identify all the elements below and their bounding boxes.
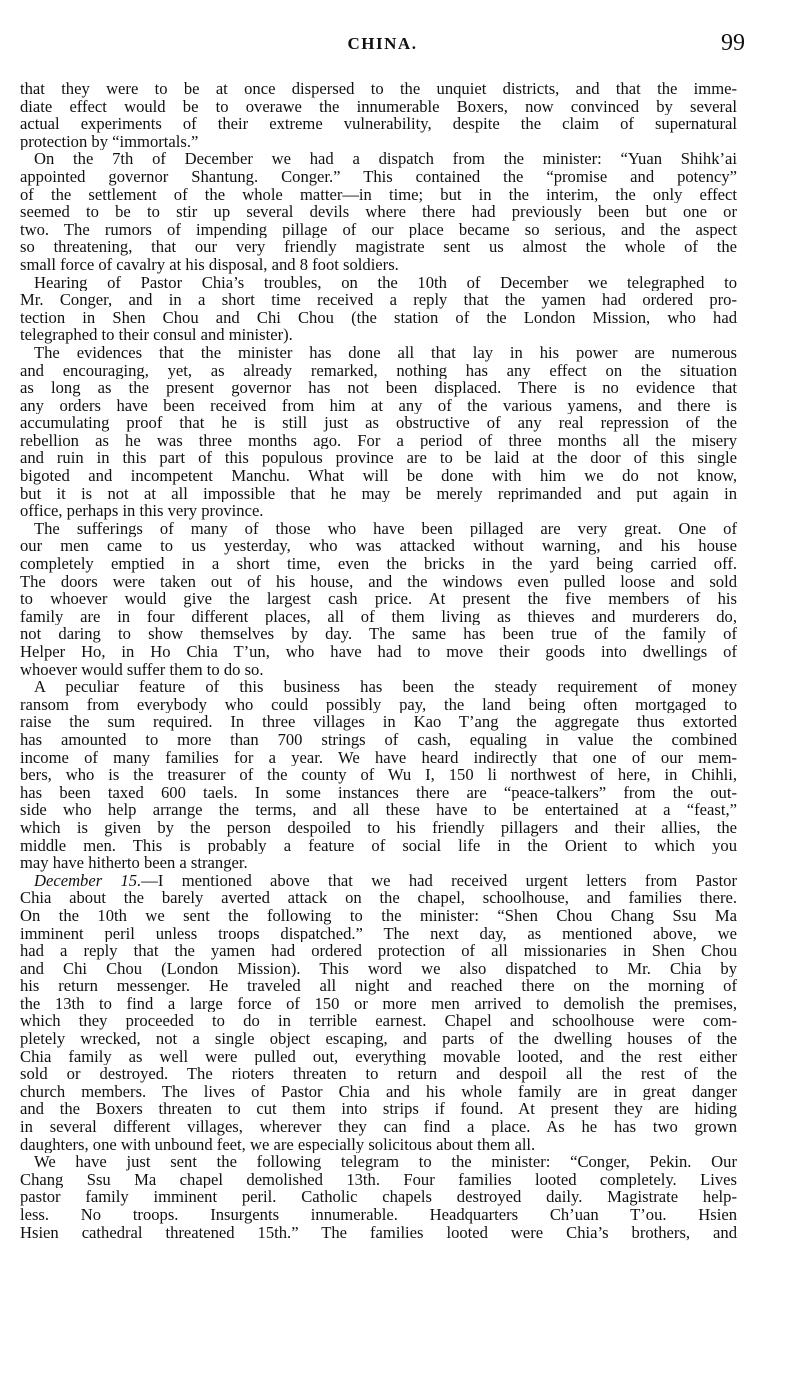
text-line <box>20 485 737 503</box>
line-text: actual experiments of their extreme vulnerability, despite the claim of supernatural <box>20 115 737 133</box>
text-line <box>20 1100 737 1118</box>
text-line <box>20 608 737 626</box>
text-line <box>20 661 737 679</box>
line-text: office, perhaps in this very province. <box>20 502 264 520</box>
text-line <box>20 696 737 714</box>
line-text: has been taxed 600 taels. In some instances there are “peace-talkers” from the out- <box>20 783 737 802</box>
line-text: tection in Shen Chou and Chi Chou (the station of the London Mission, who had <box>20 308 737 327</box>
text-line <box>20 168 737 186</box>
line-text: accumulating proof that he is still just as obstructive of any real repression of the <box>20 414 737 432</box>
line-text: his return messenger. He traveled all night and reached there on the morning of <box>20 977 737 995</box>
line-text: imminent peril unless troops dispatched.” The next day, as mentioned above, we <box>20 924 737 943</box>
line-text: in several different villages, wherever they can find a place. As he has two grown <box>20 1118 737 1136</box>
text-line <box>20 203 737 221</box>
text-line <box>20 256 737 274</box>
text-line <box>20 1048 737 1066</box>
text-line <box>20 150 737 168</box>
text-line <box>20 573 737 591</box>
line-text: A peculiar feature of this business has been the steady requirement of money <box>34 678 737 696</box>
text-line <box>20 907 737 925</box>
text-line <box>20 590 737 608</box>
line-text: two. The rumors of impending pillage of our place became so serious, and the aspect <box>20 220 737 239</box>
text-line <box>20 467 737 485</box>
line-text: whoever would suffer them to do so. <box>20 660 264 679</box>
text-line <box>20 274 737 292</box>
line-text: bers, who is the treasurer of the county of Wu I, 150 li northwest of here, in Chihli, <box>20 766 737 784</box>
text-line <box>20 98 737 116</box>
page-number: 99 <box>721 30 745 56</box>
line-text: Helper Ho, in Ho Chia T’un, who have had to move their goods into dwellings of <box>20 643 737 661</box>
line-text: daughters, one with unbound feet, we are especially solicitous about them all. <box>20 1135 536 1154</box>
line-text: pletely wrecked, not a single object escaping, and parts of the dwelling houses of the <box>20 1030 737 1048</box>
line-text: which is given by the person despoiled to his friendly pillagers and their allies, the <box>20 818 737 837</box>
text-line <box>20 520 737 538</box>
line-text: and Chi Chou (London Mission). This word we also dispatched to Mr. Chia by <box>20 959 737 978</box>
line-text: sold or destroyed. The rioters threaten to return and despoil all the rest of the <box>20 1065 737 1083</box>
text-line <box>20 326 737 344</box>
body-text <box>20 80 737 1241</box>
text-line <box>20 1118 737 1136</box>
line-text: small force of cavalry at his disposal, and 8 foot soldiers. <box>20 255 399 274</box>
line-text: our men came to us yesterday, who was attacked without warning, and his house <box>20 537 737 556</box>
line-text: income of many families for a year. We have heard indirectly that one of our mem- <box>20 748 737 767</box>
text-line <box>20 1012 737 1030</box>
text-line <box>20 713 737 731</box>
text-line <box>20 977 737 995</box>
line-text: telegraphed to their consul and minister). <box>20 326 293 344</box>
text-line <box>20 414 737 432</box>
line-text: church members. The lives of Pastor Chia and his whole family are in great danger <box>20 1082 737 1101</box>
text-line <box>20 960 737 978</box>
line-text: raise the sum required. In three villages in Kao T’ang the aggregate thus extorted <box>20 713 737 731</box>
text-line <box>20 1206 737 1224</box>
line-text: may have hitherto been a stranger. <box>20 854 248 872</box>
line-text: Hsien cathedral threatened 15th.” The families looted were Chia’s brothers, and <box>20 1223 737 1242</box>
text-line <box>20 925 737 943</box>
line-text: had a reply that the yamen had ordered protection of all missionaries in Shen Chou <box>20 942 737 960</box>
text-line <box>20 801 737 819</box>
text-line <box>20 291 737 309</box>
line-text: less. No troops. Insurgents innumerable. Headquarters Ch’uan T’ou. Hsien <box>20 1206 737 1224</box>
line-text: On the 7th of December we had a dispatch from the minister: “Yuan Shihk’ai <box>34 150 737 168</box>
line-text: and the Boxers threaten to cut them into strips if found. At present they are hiding <box>20 1100 737 1119</box>
line-text: ransom from everybody who could possibly pay, the land being often mortgaged to <box>20 695 737 714</box>
text-line <box>20 819 737 837</box>
text-line <box>20 749 737 767</box>
line-text: completely emptied in a short time, even the bricks in the yard being carried off. <box>20 555 737 573</box>
text-line <box>20 379 737 397</box>
text-line <box>20 555 737 573</box>
text-line <box>20 784 737 802</box>
line-text: —I mentioned above that we had received urgent letters from Pastor <box>141 871 737 890</box>
text-line <box>20 643 737 661</box>
line-text: On the 10th we sent the following to the minister: “Shen Chou Chang Ssu Ma <box>20 906 737 925</box>
line-text: pastor family imminent peril. Catholic chapels destroyed daily. Magistrate help- <box>20 1188 737 1206</box>
line-text: not daring to show themselves by day. The same has been true of the family of <box>20 625 737 643</box>
line-text: bigoted and incompetent Manchu. What will be done with him we do not know, <box>20 467 737 485</box>
line-text: The sufferings of many of those who have been pillaged are very great. One of <box>34 519 737 538</box>
page-header <box>20 30 745 60</box>
text-line <box>20 432 737 450</box>
line-text: the 13th to find a large force of 150 or more men arrived to demolish the premises, <box>20 994 737 1013</box>
line-text: that they were to be at once dispersed to the unquiet districts, and that the imme- <box>20 80 737 98</box>
line-text: to whoever would give the largest cash price. At present the five members of his <box>20 590 737 608</box>
text-line <box>20 766 737 784</box>
line-text: Hearing of Pastor Chia’s troubles, on the 10th of December we telegraphed to <box>34 273 737 292</box>
line-text: family are in four different places, all of them living as thieves and murderers do, <box>20 607 737 626</box>
text-line <box>20 238 737 256</box>
line-text: any orders have been received from him at any of the various yamens, and there is <box>20 396 737 415</box>
text-line <box>20 678 737 696</box>
text-line <box>20 731 737 749</box>
line-text: rebellion as he was three months ago. For a period of three months all the misery <box>20 431 737 450</box>
line-text: The evidences that the minister has done all that lay in his power are numerous <box>34 343 737 362</box>
text-line <box>20 837 737 855</box>
line-text: middle men. This is probably a feature of social life in the Orient to which you <box>20 836 737 855</box>
line-text: Chang Ssu Ma chapel demolished 13th. Four families looted completely. Lives <box>20 1170 737 1189</box>
line-text: and encouraging, yet, as already remarked, nothing has any effect on the situation <box>20 361 737 380</box>
line-text: as long as the present governor has not been displaced. There is no evidence that <box>20 379 737 397</box>
line-text: protection by “immortals.” <box>20 132 199 151</box>
text-line <box>20 80 737 98</box>
text-line <box>20 221 737 239</box>
text-line <box>20 502 737 520</box>
text-line <box>20 344 737 362</box>
text-line <box>20 854 737 872</box>
line-text: which they proceeded to do in terrible earnest. Chapel and schoolhouse were com- <box>20 1012 737 1031</box>
text-line <box>20 309 737 327</box>
text-line <box>20 397 737 415</box>
line-text: appointed governor Shantung. Conger.” This contained the “promise and potency” <box>20 167 737 186</box>
text-line <box>20 1224 737 1242</box>
line-text: Mr. Conger, and in a short time received a reply that the yamen had ordered pro- <box>20 291 737 309</box>
text-line <box>20 115 737 133</box>
line-text: and ruin in this part of this populous province are to be laid at the door of this single <box>20 449 737 468</box>
text-line <box>20 995 737 1013</box>
text-line <box>20 186 737 204</box>
text-line <box>20 1083 737 1101</box>
text-line <box>20 449 737 467</box>
running-title: CHINA. <box>347 34 418 53</box>
text-line <box>20 1030 737 1048</box>
line-text: has amounted to more than 700 strings of cash, equaling in value the combined <box>20 730 737 749</box>
text-line <box>20 1153 737 1171</box>
line-text: of the settlement of the whole matter—in time; but in the interim, the only effect <box>20 185 737 204</box>
line-text: seemed to be to stir up several devils where there had previously been but one or <box>20 203 737 221</box>
line-text: Chia family as well were pulled out, everything movable looted, and the rest either <box>20 1047 737 1066</box>
line-text: but it is not at all impossible that he may be merely reprimanded and put again in <box>20 484 737 503</box>
line-text: side who help arrange the terms, and all these have to be entertained at a “feast,” <box>20 801 737 819</box>
text-line <box>20 362 737 380</box>
date-heading: December 15. <box>34 871 142 890</box>
text-line <box>20 537 737 555</box>
line-text: diate effect would be to overawe the innumerable Boxers, now convinced by several <box>20 97 737 116</box>
text-line <box>20 942 737 960</box>
line-text: We have just sent the following telegram to the minister: “Conger, Pekin. Our <box>34 1153 737 1171</box>
line-text: Chia about the barely averted attack on the chapel, schoolhouse, and families there. <box>20 889 737 907</box>
text-line <box>20 872 737 890</box>
text-line <box>20 133 737 151</box>
text-line <box>20 1171 737 1189</box>
text-line <box>20 1136 737 1154</box>
line-text: The doors were taken out of his house, and the windows even pulled loose and sold <box>20 572 737 591</box>
text-line <box>20 625 737 643</box>
text-line <box>20 889 737 907</box>
line-text: so threatening, that our very friendly magistrate sent us almost the whole of the <box>20 238 737 256</box>
text-line <box>20 1188 737 1206</box>
text-line <box>20 1065 737 1083</box>
